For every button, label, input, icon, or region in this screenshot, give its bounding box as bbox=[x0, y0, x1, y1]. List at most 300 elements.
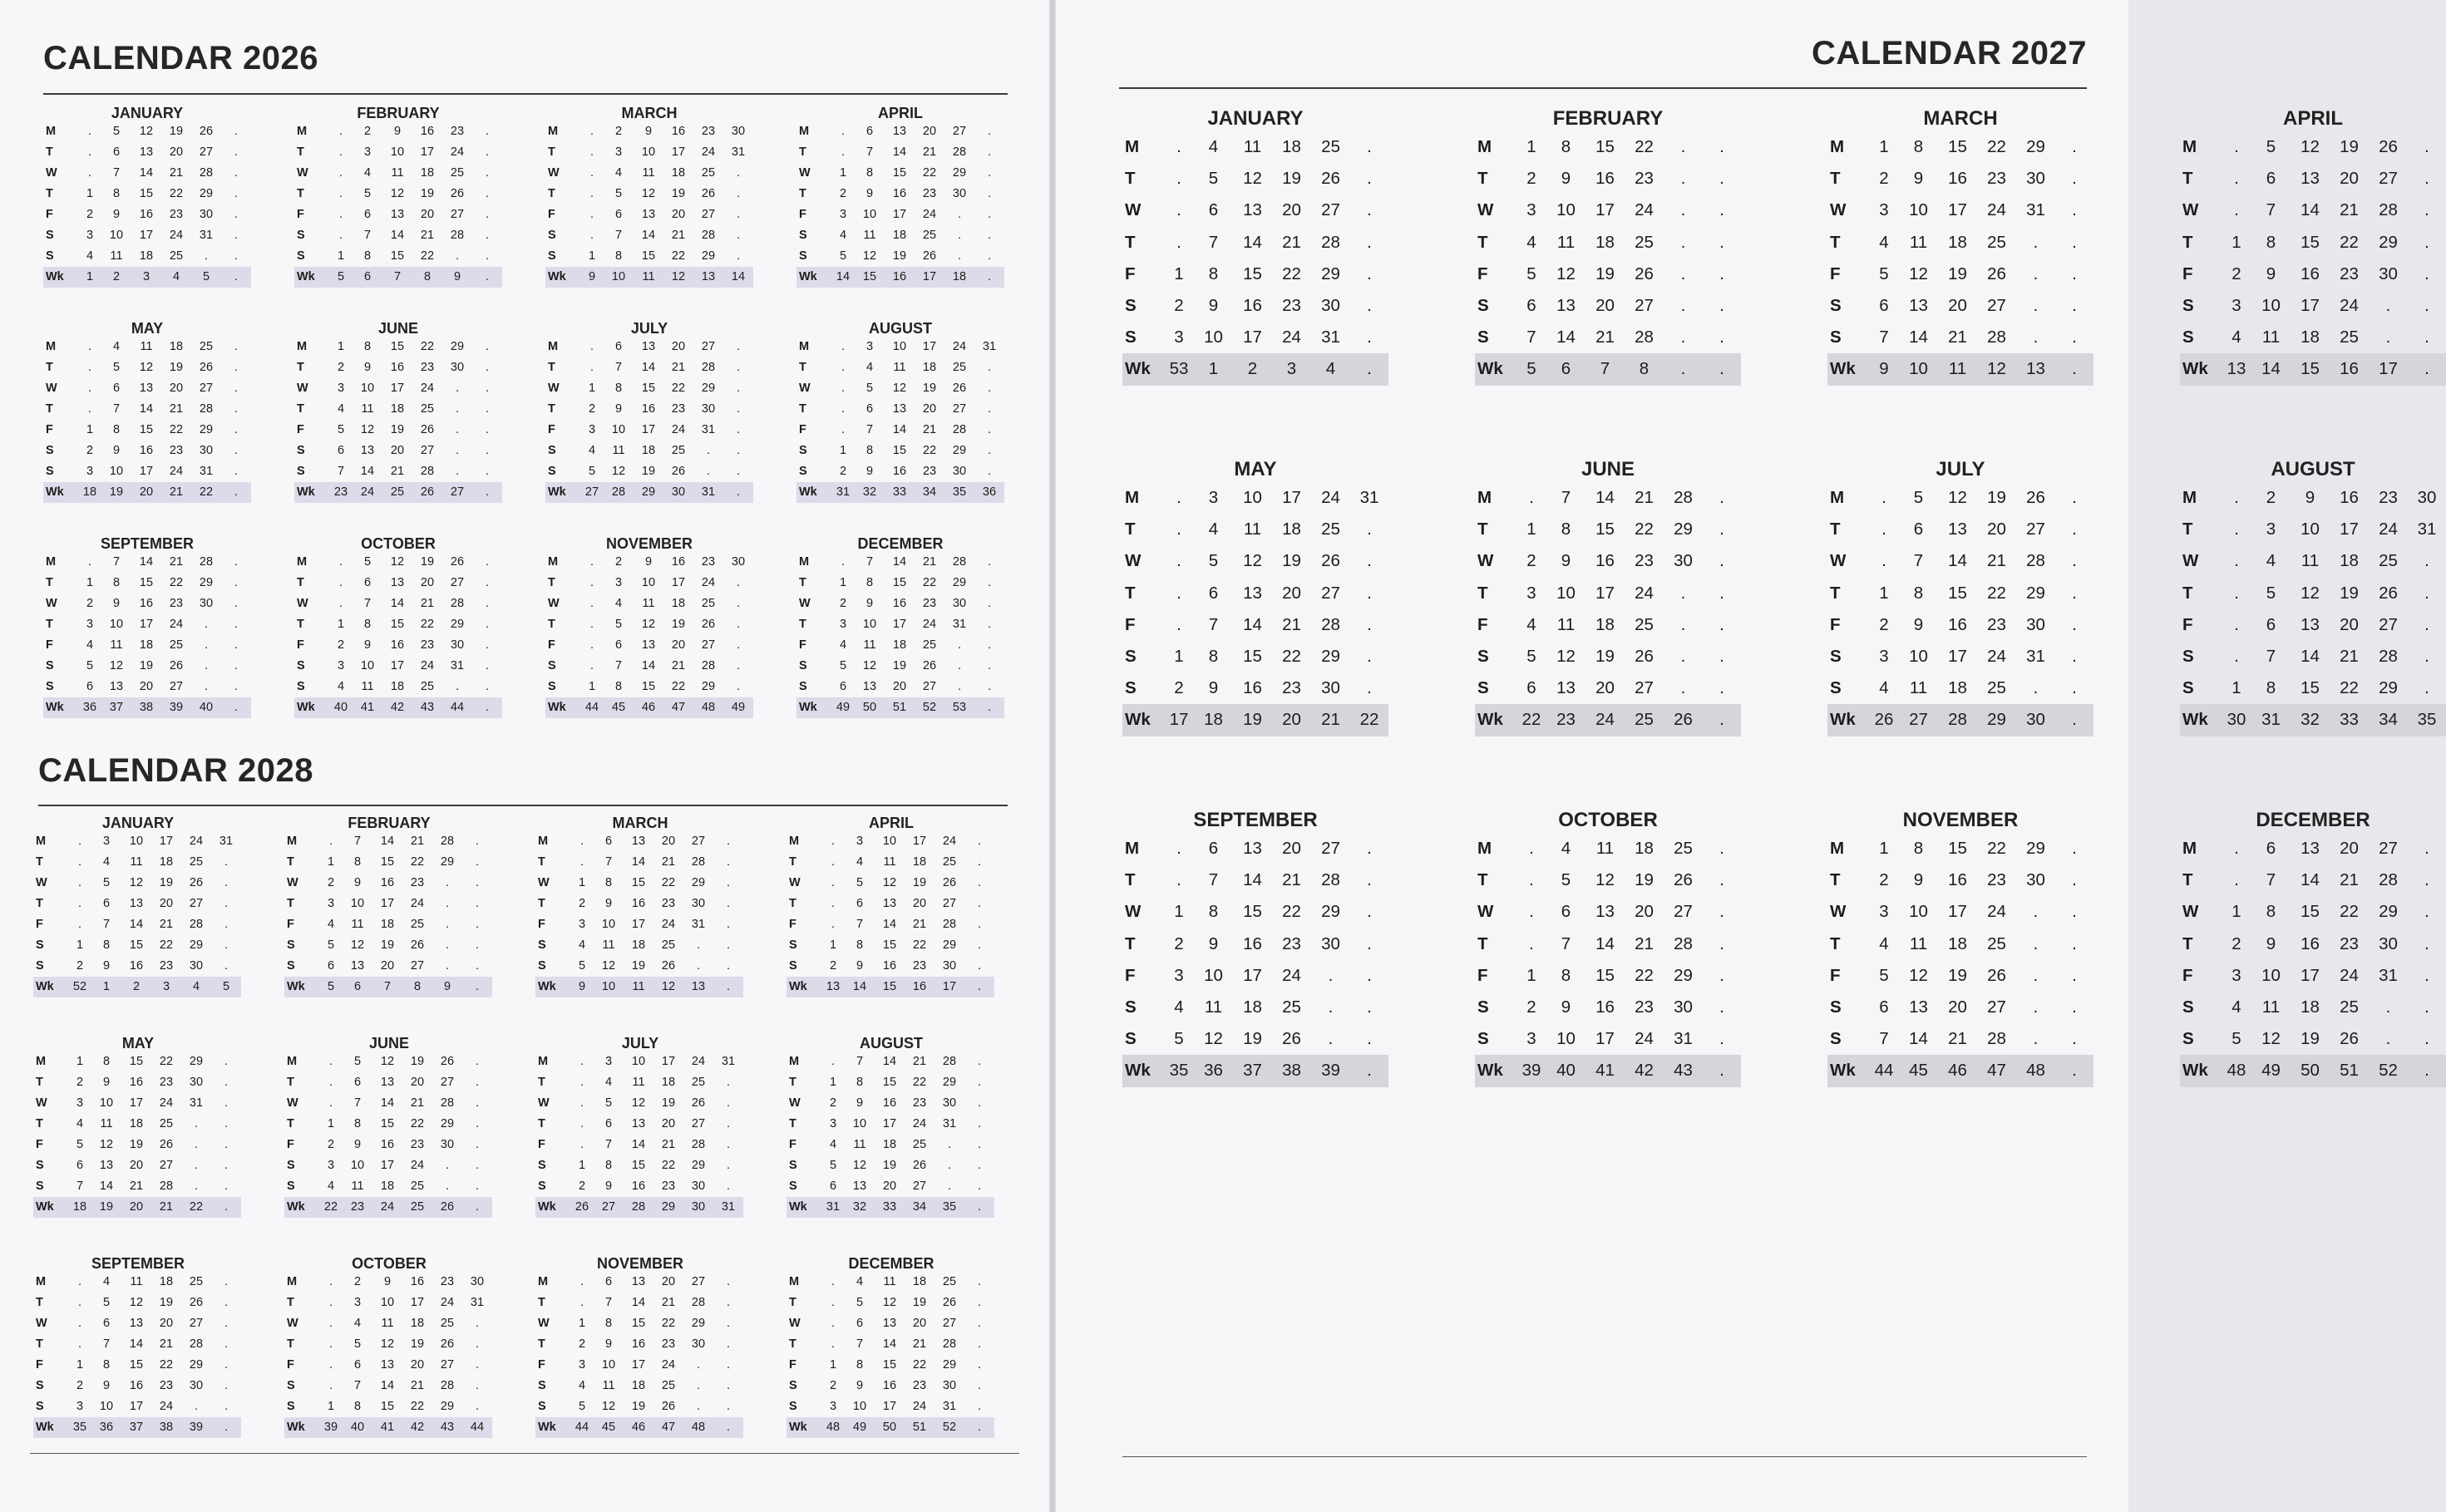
day-number: 5 bbox=[112, 361, 121, 374]
month-days-grid bbox=[284, 1272, 494, 1438]
weekday-label: W bbox=[799, 166, 811, 180]
day-number: 16 bbox=[1595, 169, 1615, 189]
day-number: 3 bbox=[839, 208, 847, 221]
weekday-label: M bbox=[2182, 488, 2197, 507]
day-number: 2 bbox=[327, 876, 335, 889]
day-number: 3 bbox=[86, 465, 94, 478]
day-number: . bbox=[2033, 933, 2039, 953]
day-number: . bbox=[475, 876, 480, 889]
day-number: 2 bbox=[1879, 870, 1889, 890]
day-number: . bbox=[224, 1096, 229, 1110]
day-number: 21 bbox=[169, 166, 184, 180]
day-number: . bbox=[2424, 997, 2429, 1017]
week-number: 5 bbox=[1516, 353, 1546, 385]
month-november bbox=[545, 535, 753, 718]
day-number: . bbox=[2033, 232, 2039, 252]
day-number: . bbox=[224, 918, 229, 931]
day-number: 16 bbox=[892, 465, 907, 478]
week-number: . bbox=[964, 1197, 994, 1218]
day-number: 21 bbox=[420, 597, 435, 610]
day-number: 31 bbox=[731, 145, 746, 159]
month-name: DECEMBER bbox=[848, 1255, 935, 1272]
month-days-grid bbox=[33, 1272, 243, 1438]
day-number: 29 bbox=[1321, 902, 1340, 922]
weekday-label: S bbox=[46, 229, 54, 242]
day-number: 20 bbox=[661, 835, 676, 848]
day-number: 16 bbox=[2301, 263, 2320, 283]
day-number: 3 bbox=[2231, 295, 2241, 315]
day-number: . bbox=[475, 855, 480, 869]
day-number: 9 bbox=[112, 597, 121, 610]
day-number: 3 bbox=[2231, 965, 2241, 985]
day-number: . bbox=[579, 1076, 584, 1089]
day-number: . bbox=[224, 1379, 229, 1392]
day-number: 19 bbox=[661, 1096, 676, 1110]
day-number: 24 bbox=[1987, 902, 2006, 922]
day-number: 18 bbox=[159, 855, 174, 869]
week-number: 18 bbox=[78, 482, 101, 503]
day-number: . bbox=[736, 659, 741, 672]
day-number: . bbox=[2234, 520, 2239, 539]
day-number: . bbox=[841, 340, 846, 353]
week-number: 40 bbox=[1546, 1055, 1585, 1086]
day-number: . bbox=[2033, 263, 2039, 283]
day-number: 13 bbox=[1556, 295, 1576, 315]
week-number: 48 bbox=[2016, 1055, 2055, 1086]
week-number: . bbox=[211, 1417, 241, 1438]
day-number: . bbox=[1529, 488, 1534, 507]
day-number: 24 bbox=[1321, 488, 1340, 507]
day-number: 24 bbox=[440, 1296, 455, 1309]
day-number: . bbox=[475, 835, 480, 848]
week-number: 39 bbox=[181, 1417, 211, 1438]
day-number: 2 bbox=[76, 1379, 84, 1392]
week-label: Wk bbox=[2180, 1055, 2222, 1086]
week-number: 44 bbox=[580, 697, 604, 718]
day-number: . bbox=[736, 444, 741, 457]
day-number: 14 bbox=[1909, 1029, 1928, 1049]
day-number: . bbox=[234, 145, 239, 159]
day-number: 15 bbox=[139, 423, 154, 436]
day-number: . bbox=[224, 1400, 229, 1413]
day-number: 12 bbox=[862, 659, 877, 672]
week-number: 24 bbox=[372, 1197, 402, 1218]
day-number: 28 bbox=[189, 1337, 204, 1351]
month-days-grid bbox=[796, 337, 1004, 503]
week-number: 13 bbox=[683, 977, 713, 997]
day-number: 6 bbox=[1208, 583, 1219, 603]
day-number: 14 bbox=[1243, 614, 1262, 634]
day-number: 6 bbox=[86, 680, 94, 693]
weekday-label: S bbox=[36, 1159, 44, 1172]
day-number: . bbox=[1881, 551, 1886, 571]
day-number: 24 bbox=[1282, 965, 1301, 985]
day-number: 9 bbox=[383, 1275, 392, 1288]
day-number: 15 bbox=[1243, 646, 1262, 666]
weekday-label: M bbox=[297, 555, 308, 569]
day-number: . bbox=[1367, 232, 1372, 252]
day-number: 17 bbox=[380, 1159, 395, 1172]
day-number: 24 bbox=[912, 1400, 927, 1413]
day-number: 26 bbox=[169, 659, 184, 672]
day-number: 19 bbox=[1243, 1029, 1262, 1049]
day-number: 25 bbox=[1987, 232, 2006, 252]
day-number: 27 bbox=[691, 835, 706, 848]
day-number: 13 bbox=[380, 1358, 395, 1372]
week-number: 17 bbox=[935, 977, 964, 997]
day-number: 10 bbox=[360, 382, 375, 395]
day-number: . bbox=[2072, 997, 2077, 1017]
day-number: 6 bbox=[102, 1317, 111, 1330]
month-days-grid bbox=[284, 1052, 494, 1218]
day-number: 6 bbox=[856, 1317, 864, 1330]
week-number: 37 bbox=[121, 1417, 151, 1438]
day-number: 15 bbox=[380, 1400, 395, 1413]
day-number: 18 bbox=[1282, 520, 1301, 539]
day-number: . bbox=[1719, 933, 1724, 953]
day-number: 18 bbox=[661, 1076, 676, 1089]
day-number: 3 bbox=[327, 897, 335, 910]
day-number: 1 bbox=[578, 1159, 586, 1172]
weekday-label: T bbox=[287, 1296, 294, 1309]
day-number: 21 bbox=[1948, 1029, 1967, 1049]
weekday-label: S bbox=[538, 1180, 546, 1193]
calendar-2027-rule bbox=[1119, 87, 2087, 89]
day-number: 21 bbox=[1635, 488, 1654, 507]
weekday-label: S bbox=[297, 680, 305, 693]
day-number: 11 bbox=[883, 1275, 896, 1288]
weekday-label: M bbox=[1830, 488, 1845, 507]
weekday-label: W bbox=[1477, 551, 1494, 571]
weekday-label: T bbox=[799, 618, 806, 631]
week-label: Wk bbox=[2180, 704, 2222, 736]
day-number: 17 bbox=[661, 1055, 676, 1068]
day-number: 24 bbox=[1635, 200, 1654, 220]
day-number: . bbox=[77, 1296, 82, 1309]
day-number: . bbox=[2072, 646, 2077, 666]
day-number: . bbox=[1328, 965, 1334, 985]
weekday-label: M bbox=[538, 1055, 549, 1068]
day-number: 7 bbox=[856, 918, 864, 931]
day-number: 13 bbox=[892, 125, 907, 138]
day-number: . bbox=[2234, 614, 2239, 634]
day-number: . bbox=[2072, 1029, 2077, 1049]
day-number: . bbox=[224, 1296, 229, 1309]
day-number: . bbox=[726, 1180, 731, 1193]
weekday-label: M bbox=[548, 340, 559, 353]
day-number: . bbox=[977, 1096, 982, 1110]
day-number: 5 bbox=[1208, 551, 1219, 571]
day-number: 6 bbox=[112, 382, 121, 395]
day-number: 12 bbox=[892, 382, 907, 395]
calendar-2028-title: CALENDAR 2028 bbox=[38, 752, 314, 789]
week-number: 6 bbox=[1546, 353, 1585, 385]
day-number: . bbox=[455, 465, 460, 478]
week-number: 43 bbox=[412, 697, 442, 718]
day-number: 19 bbox=[169, 361, 184, 374]
day-number: 1 bbox=[2231, 678, 2241, 698]
day-number: 29 bbox=[701, 680, 716, 693]
day-number: 6 bbox=[604, 1117, 613, 1130]
weekday-label: T bbox=[548, 576, 555, 589]
day-number: 10 bbox=[2261, 965, 2281, 985]
day-number: 27 bbox=[1321, 839, 1340, 858]
day-number: 4 bbox=[353, 1317, 362, 1330]
day-number: 22 bbox=[1987, 839, 2006, 858]
weekday-label: M bbox=[297, 340, 308, 353]
week-number: 22 bbox=[1516, 704, 1546, 736]
month-days-grid bbox=[787, 1272, 996, 1438]
day-number: 2 bbox=[588, 402, 596, 416]
day-number: . bbox=[831, 1317, 836, 1330]
day-number: 6 bbox=[1913, 520, 1924, 539]
day-number: 1 bbox=[1526, 965, 1536, 985]
day-number: 25 bbox=[1321, 137, 1340, 156]
day-number: 29 bbox=[2379, 678, 2398, 698]
week-number: . bbox=[1703, 353, 1741, 385]
day-number: 27 bbox=[701, 208, 716, 221]
day-number: . bbox=[579, 855, 584, 869]
day-number: . bbox=[726, 1317, 731, 1330]
day-number: 7 bbox=[353, 1096, 362, 1110]
week-label: Wk bbox=[294, 697, 329, 718]
month-july bbox=[1827, 457, 2093, 736]
day-number: 17 bbox=[380, 897, 395, 910]
day-number: 6 bbox=[1561, 902, 1571, 922]
day-number: 5 bbox=[102, 876, 111, 889]
week-number: 14 bbox=[845, 977, 875, 997]
day-number: 30 bbox=[440, 1138, 455, 1151]
day-number: 11 bbox=[351, 1180, 364, 1193]
day-number: 11 bbox=[642, 597, 655, 610]
day-number: 3 bbox=[856, 835, 864, 848]
day-number: . bbox=[1529, 933, 1534, 953]
day-number: 5 bbox=[1208, 169, 1219, 189]
weekday-label: S bbox=[2182, 646, 2194, 666]
day-number: 8 bbox=[353, 1400, 362, 1413]
day-number: . bbox=[485, 618, 490, 631]
day-number: 19 bbox=[139, 659, 154, 672]
day-number: 4 bbox=[1174, 997, 1184, 1017]
day-number: . bbox=[947, 1159, 952, 1172]
day-number: . bbox=[977, 1138, 982, 1151]
day-number: . bbox=[194, 1180, 199, 1193]
week-number: 42 bbox=[402, 1417, 432, 1438]
day-number: . bbox=[736, 340, 741, 353]
week-label: Wk bbox=[1827, 353, 1869, 385]
day-number: . bbox=[485, 444, 490, 457]
day-number: 9 bbox=[393, 125, 402, 138]
day-number: . bbox=[475, 1159, 480, 1172]
day-number: 23 bbox=[169, 597, 184, 610]
weekday-label: M bbox=[1830, 137, 1845, 156]
week-number: 40 bbox=[343, 1417, 372, 1438]
weekday-label: F bbox=[1830, 965, 1841, 985]
weekday-label: T bbox=[46, 618, 53, 631]
weekday-label: W bbox=[1477, 902, 1494, 922]
day-number: 10 bbox=[390, 145, 405, 159]
day-number: 17 bbox=[1595, 583, 1615, 603]
week-number: 7 bbox=[372, 977, 402, 997]
weekday-label: F bbox=[287, 1138, 294, 1151]
week-number: 18 bbox=[944, 267, 974, 288]
day-number: 31 bbox=[1674, 1029, 1693, 1049]
day-number: 3 bbox=[337, 659, 345, 672]
day-number: 22 bbox=[912, 1076, 927, 1089]
day-number: . bbox=[328, 1379, 333, 1392]
day-number: 7 bbox=[1208, 614, 1219, 634]
day-number: 14 bbox=[139, 555, 154, 569]
month-may bbox=[43, 320, 251, 503]
day-number: 22 bbox=[912, 1358, 927, 1372]
day-number: 21 bbox=[1635, 933, 1654, 953]
day-number: . bbox=[589, 229, 594, 242]
day-number: 12 bbox=[350, 938, 365, 952]
day-number: 4 bbox=[327, 918, 335, 931]
day-number: . bbox=[475, 1076, 480, 1089]
week-label: Wk bbox=[33, 1197, 68, 1218]
day-number: . bbox=[726, 1096, 731, 1110]
day-number: 10 bbox=[852, 1400, 867, 1413]
day-number: 25 bbox=[1674, 839, 1693, 858]
day-number: . bbox=[234, 659, 239, 672]
day-number: 17 bbox=[1595, 200, 1615, 220]
day-number: 25 bbox=[1321, 520, 1340, 539]
day-number: . bbox=[2033, 997, 2039, 1017]
day-number: 1 bbox=[588, 249, 596, 263]
day-number: 1 bbox=[327, 855, 335, 869]
day-number: . bbox=[736, 229, 741, 242]
day-number: 25 bbox=[189, 1275, 204, 1288]
day-number: 8 bbox=[112, 576, 121, 589]
day-number: 15 bbox=[129, 1358, 144, 1372]
month-days-grid bbox=[1122, 482, 1388, 736]
day-number: 17 bbox=[2301, 295, 2320, 315]
day-number: . bbox=[485, 402, 490, 416]
weekday-label: W bbox=[548, 166, 560, 180]
day-number: . bbox=[234, 423, 239, 436]
day-number: . bbox=[234, 249, 239, 263]
month-november bbox=[535, 1255, 745, 1438]
month-name: SEPTEMBER bbox=[100, 535, 195, 552]
day-number: 4 bbox=[337, 680, 345, 693]
day-number: 25 bbox=[691, 1076, 706, 1089]
day-number: 23 bbox=[1987, 169, 2006, 189]
week-number: 42 bbox=[1625, 1055, 1664, 1086]
day-number: 10 bbox=[1909, 902, 1928, 922]
day-number: . bbox=[485, 145, 490, 159]
week-label: Wk bbox=[535, 1417, 570, 1438]
day-number: 4 bbox=[1208, 520, 1219, 539]
day-number: 5 bbox=[865, 382, 874, 395]
day-number: 6 bbox=[604, 835, 613, 848]
day-number: 9 bbox=[614, 402, 623, 416]
month-days-grid bbox=[1827, 833, 2093, 1087]
month-name: JUNE bbox=[368, 1035, 409, 1052]
day-number: . bbox=[194, 1117, 199, 1130]
day-number: 10 bbox=[360, 659, 375, 672]
day-number: 9 bbox=[604, 1337, 613, 1351]
day-number: 8 bbox=[102, 1055, 111, 1068]
day-number: 29 bbox=[952, 166, 967, 180]
day-number: . bbox=[579, 1055, 584, 1068]
day-number: 24 bbox=[159, 1096, 174, 1110]
day-number: 6 bbox=[327, 959, 335, 973]
day-number: . bbox=[87, 555, 92, 569]
day-number: 11 bbox=[893, 361, 906, 374]
day-number: . bbox=[2234, 169, 2239, 189]
day-number: 1 bbox=[829, 1076, 837, 1089]
day-number: . bbox=[1367, 551, 1372, 571]
day-number: . bbox=[328, 835, 333, 848]
week-number: 45 bbox=[604, 697, 634, 718]
day-number: 3 bbox=[2266, 520, 2276, 539]
weekday-label: W bbox=[297, 382, 308, 395]
day-number: . bbox=[841, 145, 846, 159]
day-number: 25 bbox=[169, 638, 184, 652]
day-number: 16 bbox=[882, 1379, 897, 1392]
day-number: . bbox=[485, 597, 490, 610]
month-january bbox=[43, 105, 251, 288]
weekday-label: S bbox=[1125, 1029, 1137, 1049]
week-number: . bbox=[2055, 353, 2093, 385]
day-number: 16 bbox=[892, 597, 907, 610]
day-number: 27 bbox=[691, 1117, 706, 1130]
day-number: . bbox=[328, 1275, 333, 1288]
day-number: 30 bbox=[1674, 997, 1693, 1017]
day-number: 25 bbox=[942, 855, 957, 869]
day-number: 11 bbox=[391, 166, 404, 180]
weekday-label: W bbox=[36, 1317, 47, 1330]
day-number: 1 bbox=[76, 938, 84, 952]
month-days-grid bbox=[1827, 131, 2093, 386]
week-number: 41 bbox=[372, 1417, 402, 1438]
day-number: . bbox=[2424, 551, 2429, 571]
day-number: 14 bbox=[99, 1180, 114, 1193]
day-number: 5 bbox=[86, 659, 94, 672]
month-days-grid bbox=[535, 1272, 745, 1438]
day-number: 17 bbox=[139, 229, 154, 242]
day-number: 28 bbox=[952, 555, 967, 569]
weekday-label: M bbox=[1125, 839, 1140, 858]
day-number: 5 bbox=[588, 465, 596, 478]
day-number: . bbox=[2385, 1029, 2391, 1049]
weekday-label: W bbox=[46, 166, 57, 180]
day-number: 27 bbox=[1321, 200, 1340, 220]
day-number: 23 bbox=[410, 1138, 425, 1151]
weekday-label: F bbox=[287, 1358, 294, 1372]
day-number: . bbox=[1680, 678, 1686, 698]
day-number: . bbox=[977, 938, 982, 952]
week-number: 47 bbox=[1977, 1055, 2016, 1086]
weekday-label: M bbox=[297, 125, 308, 138]
week-number: 46 bbox=[634, 697, 663, 718]
day-number: 27 bbox=[189, 897, 204, 910]
day-number: 26 bbox=[2026, 488, 2045, 507]
weekday-label: S bbox=[36, 1379, 44, 1392]
day-number: 9 bbox=[1561, 997, 1571, 1017]
weekday-label: S bbox=[789, 938, 797, 952]
day-number: 24 bbox=[922, 208, 937, 221]
day-number: 3 bbox=[578, 918, 586, 931]
day-number: 12 bbox=[1204, 1029, 1223, 1049]
day-number: . bbox=[475, 1180, 480, 1193]
week-number: 2 bbox=[1233, 353, 1272, 385]
day-number: 17 bbox=[420, 145, 435, 159]
day-number: . bbox=[77, 855, 82, 869]
day-number: 22 bbox=[2340, 902, 2359, 922]
day-number: 19 bbox=[1595, 646, 1615, 666]
